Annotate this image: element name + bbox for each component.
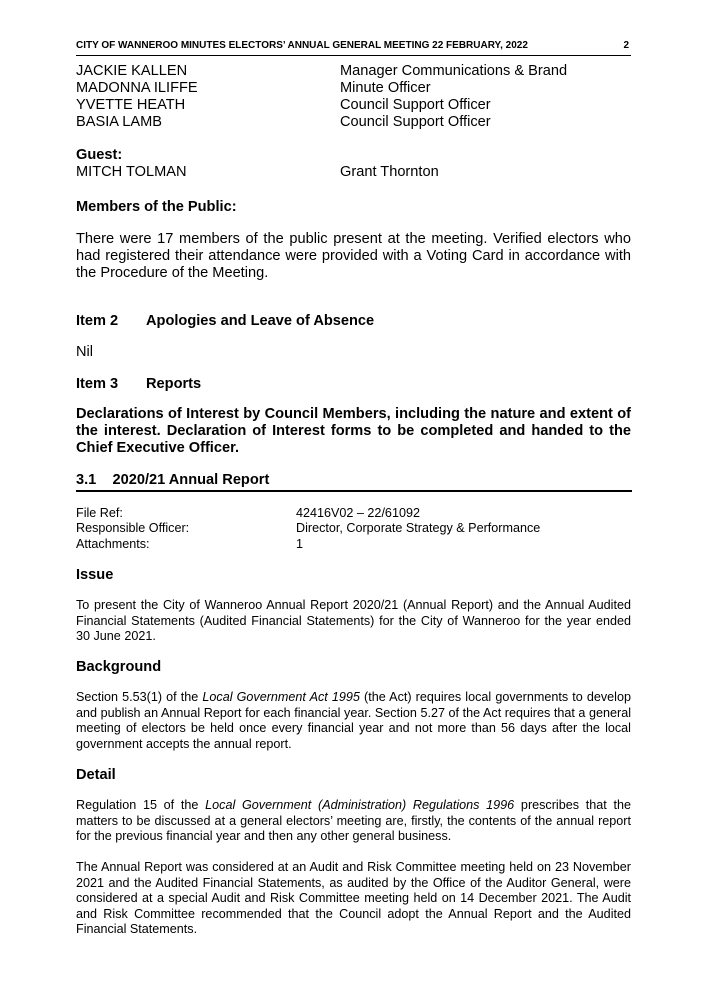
- detail-p1-post: prescribes that the matters to be discussed at a general electors’ meeting are, firstly, the contents of the annual report for the previous financial year and then any other general business.: [76, 798, 632, 843]
- item2-title: Apologies and Leave of Absence: [146, 313, 375, 329]
- public-text: There were 17 members of the public present at the meeting. Verified electors who had registered their attendance were provided with a Voting Card in accordance with the Procedure of the Meeting.: [76, 231, 631, 281]
- item3-heading: [76, 376, 201, 393]
- attendee-name: BASIA LAMB: [76, 114, 162, 130]
- regulation-title: Local Government (Administration) Regulations 1996: [205, 798, 515, 812]
- attendee-name: YVETTE HEATH: [76, 97, 186, 113]
- officer-value: Director, Corporate Strategy & Performance: [296, 521, 541, 535]
- background-text: [76, 690, 631, 752]
- guest-role: Grant Thornton: [340, 164, 439, 180]
- detail-para-2: The Annual Report was considered at an Audit and Risk Committee meeting held on 23 November 2021 and the Audited Financial Statements, as audited by the Office of the Auditor General, were considered at a special Audit and Risk Committee meeting held on 14 December 2021. The Audit and Risk Committee recommended that the Council adopt the Annual Report and the Audited Financial Statements.: [76, 860, 631, 936]
- issue-heading: Issue: [76, 567, 114, 583]
- attendee-role: Council Support Officer: [340, 114, 491, 130]
- act-title: Local Government Act 1995: [202, 690, 360, 704]
- public-heading: Members of the Public:: [76, 199, 237, 215]
- attendee-role: Minute Officer: [340, 80, 431, 96]
- attachments-label: Attachments:: [76, 537, 150, 551]
- header-title: CITY OF WANNEROO MINUTES ELECTORS’ ANNUAL GENERAL MEETING 22 FEBRUARY, 2022: [76, 40, 528, 51]
- officer-label: Responsible Officer:: [76, 521, 190, 535]
- item2-body: Nil: [76, 344, 94, 360]
- running-header: [76, 40, 631, 56]
- report-heading: 3.1 2020/21 Annual Report: [76, 472, 270, 488]
- detail-heading: Detail: [76, 767, 116, 783]
- heading-rule: [76, 490, 632, 492]
- declaration-text: Declarations of Interest by Council Members, including the nature and extent of the interest. Declaration of Interest forms to be completed and handed to the Chief Executive Officer.: [76, 406, 631, 456]
- page-number: 2: [623, 40, 629, 51]
- attendee-role: Manager Communications & Brand: [340, 63, 568, 79]
- item3-title: Reports: [146, 376, 202, 392]
- detail-para-1: [76, 798, 631, 845]
- detail-p1-pre: Regulation 15 of the: [76, 798, 206, 812]
- item3-number: Item 3: [76, 376, 119, 392]
- background-pre: Section 5.53(1) of the: [76, 690, 203, 704]
- issue-text: To present the City of Wanneroo Annual Report 2020/21 (Annual Report) and the Annual Audited Financial Statements (Audited Financial Statements) for the City of Wanneroo for the year ended 30 June 2021.: [76, 598, 631, 643]
- file-ref-value: 42416V02 – 22/61092: [296, 506, 420, 520]
- attachments-value: 1: [296, 537, 304, 551]
- attendee-name: MADONNA ILIFFE: [76, 80, 198, 96]
- guest-label: Guest:: [76, 147, 123, 163]
- item2-heading: [76, 313, 374, 330]
- background-post: (the Act) requires local governments to develop and publish an Annual Report for each financial year. Section 5.27 of the Act requires that a general meeting of electors be held once every financial year and not more than 56 days after the local government accepts the annual report.: [76, 690, 631, 751]
- item2-number: Item 2: [76, 313, 119, 329]
- guest-name: MITCH TOLMAN: [76, 164, 187, 180]
- file-ref-label: File Ref:: [76, 506, 123, 520]
- background-heading: Background: [76, 659, 162, 675]
- attendee-name: JACKIE KALLEN: [76, 63, 188, 79]
- attendee-role: Council Support Officer: [340, 97, 491, 113]
